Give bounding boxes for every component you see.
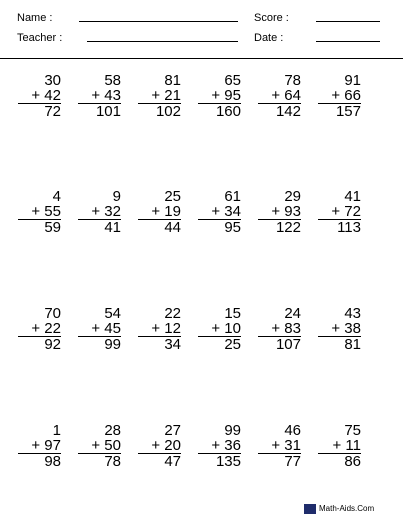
problem-bottom-number: + 19 [138,204,181,220]
problem-bottom-number: + 22 [18,321,61,337]
problem-bottom-number: + 66 [318,88,361,104]
problem-answer: 59 [44,219,61,236]
problem-answer: 86 [344,453,361,470]
problem-bottom-number: + 64 [258,88,301,104]
problem-top-number: 30 [44,72,61,89]
logo-text: Math-Aids.Com [319,504,375,513]
addition-problem [141,306,181,352]
problem-answer: 81 [344,336,361,353]
problem-top-number: 4 [52,188,61,205]
addition-problem [81,423,121,469]
problem-answer: 44 [164,219,181,236]
addition-problem [141,189,181,235]
score-label: Score : [254,12,289,24]
addition-problem [81,189,121,235]
problem-top-number: 99 [224,422,241,439]
problem-bottom-number: + 95 [198,88,241,104]
teacher-line[interactable] [87,41,238,42]
addition-problem [201,306,241,352]
problem-answer: 47 [164,453,181,470]
score-line[interactable] [316,21,380,22]
name-line[interactable] [79,21,238,22]
problem-bottom-number: + 72 [318,204,361,220]
problem-top-number: 29 [284,188,301,205]
problem-answer: 99 [104,336,121,353]
teacher-label: Teacher : [17,32,63,44]
problem-top-number: 75 [344,422,361,439]
problem-top-number: 78 [284,72,301,89]
problem-bottom-number: + 20 [138,438,181,454]
addition-problem [261,423,301,469]
addition-problem [321,423,361,469]
problem-answer: 41 [104,219,121,236]
problem-bottom-number: + 36 [198,438,241,454]
problem-bottom-number: + 43 [78,88,121,104]
addition-problem [21,306,61,352]
problem-bottom-number: + 42 [18,88,61,104]
addition-problem [81,73,121,119]
problem-answer: 102 [155,103,181,120]
addition-problem [321,189,361,235]
problem-answer: 95 [224,219,241,236]
problem-bottom-number: + 55 [18,204,61,220]
addition-problem [21,73,61,119]
addition-problem [201,423,241,469]
problem-bottom-number: + 50 [78,438,121,454]
problem-top-number: 70 [44,305,61,322]
problem-answer: 157 [335,103,361,120]
problem-bottom-number: + 12 [138,321,181,337]
addition-problem [201,73,241,119]
problem-bottom-number: + 11 [318,438,361,454]
problem-bottom-number: + 93 [258,204,301,220]
problem-bottom-number: + 34 [198,204,241,220]
problem-bottom-number: + 45 [78,321,121,337]
problem-answer: 98 [44,453,61,470]
problem-top-number: 27 [164,422,181,439]
addition-problem [201,189,241,235]
problem-top-number: 1 [52,422,61,439]
date-line[interactable] [316,41,380,42]
problem-answer: 25 [224,336,241,353]
addition-problem [141,73,181,119]
logo-box-icon [304,504,316,514]
addition-problem [21,423,61,469]
problem-bottom-number: + 31 [258,438,301,454]
problem-top-number: 15 [224,305,241,322]
addition-problem [321,73,361,119]
problem-answer: 77 [284,453,301,470]
problem-top-number: 9 [112,188,121,205]
problem-answer: 107 [275,336,301,353]
problem-answer: 142 [275,103,301,120]
problem-answer: 113 [337,219,361,236]
addition-problem [21,189,61,235]
problem-bottom-number: + 83 [258,321,301,337]
problem-answer: 122 [275,219,301,236]
problem-top-number: 65 [224,72,241,89]
problem-answer: 34 [164,336,181,353]
footer-logo [304,503,374,515]
problem-top-number: 25 [164,188,181,205]
addition-problem [81,306,121,352]
problem-bottom-number: + 38 [318,321,361,337]
header-divider [0,58,403,59]
problem-top-number: 41 [344,188,361,205]
problem-top-number: 46 [284,422,301,439]
addition-problem [261,189,301,235]
problem-top-number: 61 [224,188,241,205]
problem-top-number: 58 [104,72,121,89]
problem-answer: 160 [215,103,241,120]
problem-bottom-number: + 97 [18,438,61,454]
problem-top-number: 24 [284,305,301,322]
problem-top-number: 54 [104,305,121,322]
problem-bottom-number: + 32 [78,204,121,220]
addition-problem [261,306,301,352]
problem-top-number: 28 [104,422,121,439]
problem-answer: 72 [44,103,61,120]
problem-answer: 135 [215,453,241,470]
problem-bottom-number: + 10 [198,321,241,337]
name-label: Name : [17,12,53,24]
date-label: Date : [254,32,284,44]
problem-answer: 92 [44,336,61,353]
problem-top-number: 22 [164,305,181,322]
addition-problem [321,306,361,352]
problem-top-number: 91 [344,72,361,89]
problem-top-number: 81 [164,72,181,89]
addition-problem [141,423,181,469]
addition-problem [261,73,301,119]
problem-answer: 78 [104,453,121,470]
problem-answer: 101 [95,103,121,120]
problem-top-number: 43 [344,305,361,322]
problem-bottom-number: + 21 [138,88,181,104]
